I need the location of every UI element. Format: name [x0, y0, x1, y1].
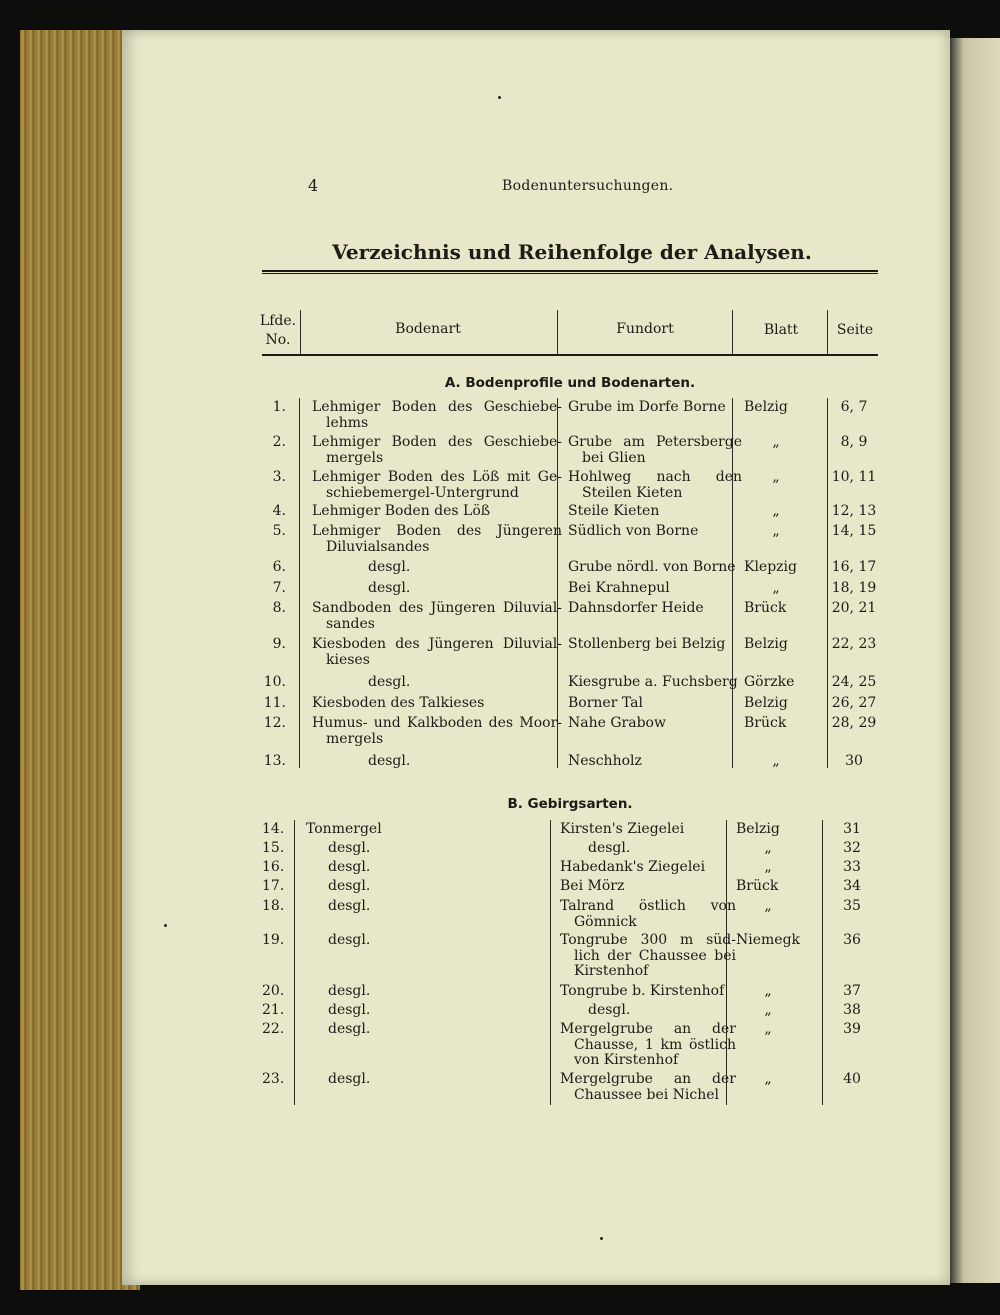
page	[122, 30, 950, 1285]
cell-bodenart: desgl.	[328, 898, 371, 914]
cell-fundort: Dahnsdorfer Heide	[568, 600, 704, 616]
cell-fundort: Habedank's Ziegelei	[560, 859, 706, 875]
cell-fundort: Grube am Petersberge bei Glien	[568, 434, 742, 466]
cell-fundort: Neschholz	[568, 753, 642, 769]
cell-blatt: Klepzig	[744, 559, 797, 575]
cell-bodenart: Lehmiger Boden des Löß	[312, 503, 491, 519]
cell-blatt: „	[764, 1002, 772, 1018]
cell-seite: 24, 25	[831, 674, 877, 690]
cell-seite: 30	[845, 753, 863, 769]
cell-seite: 12, 13	[831, 503, 877, 519]
cell-blatt: Brück	[736, 878, 779, 894]
paper-speck	[498, 96, 501, 99]
cell-number: 17.	[262, 878, 285, 894]
table-top-rule	[262, 270, 878, 274]
header-divider	[827, 310, 828, 354]
cell-seite: 6, 7	[840, 399, 868, 415]
cell-number: 15.	[262, 840, 285, 856]
cell-seite: 16, 17	[831, 559, 877, 575]
cell-bodenart: Lehmiger Boden des Löß mit Ge-schiebemergel-Untergrund	[312, 469, 562, 501]
cell-number: 23.	[262, 1071, 285, 1087]
cell-blatt: „	[764, 983, 772, 999]
cell-fundort: Grube im Dorfe Borne	[568, 399, 726, 415]
cell-seite: 31	[843, 821, 861, 837]
cell-fundort: Borner Tal	[568, 695, 643, 711]
next-page-edge	[950, 38, 1000, 1283]
cell-number: 2.	[272, 434, 286, 450]
cell-number: 5.	[272, 523, 286, 539]
header-divider	[300, 310, 301, 354]
cell-bodenart: desgl.	[328, 1071, 371, 1087]
cell-bodenart: Lehmiger Boden des Geschiebe-lehms	[312, 399, 562, 431]
cell-bodenart: desgl.	[328, 1021, 371, 1037]
cell-seite: 39	[843, 1021, 861, 1037]
cell-number: 18.	[262, 898, 285, 914]
cell-seite: 22, 23	[831, 636, 877, 652]
cell-bodenart: Lehmiger Boden des Geschiebe-mergels	[312, 434, 562, 466]
cell-bodenart: desgl.	[328, 932, 371, 948]
cell-blatt: „	[764, 1021, 772, 1037]
cell-number: 7.	[272, 580, 286, 596]
section-a-heading: A. Bodenprofile und Bodenarten.	[444, 375, 696, 391]
cell-seite: 26, 27	[831, 695, 877, 711]
cell-bodenart: desgl.	[368, 559, 411, 575]
running-title: Bodenuntersuchungen.	[502, 178, 674, 194]
cell-number: 1.	[272, 399, 286, 415]
cell-fundort: desgl.	[588, 840, 631, 856]
cell-bodenart: desgl.	[368, 753, 411, 769]
cell-blatt: „	[764, 1071, 772, 1087]
cell-number: 9.	[272, 636, 286, 652]
main-title: Verzeichnis und Reihenfolge der Analysen.	[332, 240, 812, 264]
cell-bodenart: Humus- und Kalkboden des Moor-mergels	[312, 715, 562, 747]
cell-bodenart: desgl.	[328, 840, 371, 856]
cell-bodenart: Sandboden des Jüngeren Diluvial-sandes	[312, 600, 562, 632]
paper-speck	[164, 924, 167, 927]
cell-bodenart: Kiesboden des Talkieses	[312, 695, 485, 711]
cell-blatt: „	[772, 580, 780, 596]
cell-blatt: Belzig	[744, 399, 788, 415]
col-lfde-header	[258, 312, 298, 350]
cell-seite: 20, 21	[831, 600, 877, 616]
running-head	[122, 176, 950, 196]
col-lfde-line1: Lfde.	[259, 313, 297, 329]
section-b-divider	[550, 820, 551, 1105]
section-b-divider	[822, 820, 823, 1105]
cell-number: 6.	[272, 559, 286, 575]
cell-fundort: Südlich von Borne	[568, 523, 699, 539]
cell-number: 13.	[263, 753, 286, 769]
cell-bodenart: Kiesboden des Jüngeren Diluvial-kieses	[312, 636, 562, 668]
section-b-heading: B. Gebirgsarten.	[507, 796, 633, 812]
cell-fundort: Hohlweg nach den Steilen Kieten	[568, 469, 742, 501]
cell-number: 22.	[262, 1021, 285, 1037]
cell-fundort: Bei Mörz	[560, 878, 625, 894]
cell-fundort: Mergelgrube an der Chausse, 1 km östlich von Kirstenhof	[560, 1021, 736, 1068]
cell-seite: 18, 19	[831, 580, 877, 596]
cell-seite: 14, 15	[831, 523, 877, 539]
col-bodenart-header: Bodenart	[395, 321, 461, 337]
cell-seite: 36	[843, 932, 861, 948]
cell-blatt: „	[772, 753, 780, 769]
cell-blatt: Belzig	[744, 695, 788, 711]
cell-blatt: „	[764, 840, 772, 856]
cell-fundort: Kiesgrube a. Fuchsberg	[568, 674, 738, 690]
cell-blatt: Belzig	[736, 821, 780, 837]
cell-fundort: Nahe Grabow	[568, 715, 666, 731]
section-a-divider	[299, 398, 300, 768]
analysis-table	[259, 270, 878, 1110]
cell-number: 4.	[272, 503, 286, 519]
cell-seite: 38	[843, 1002, 861, 1018]
cell-seite: 40	[843, 1071, 861, 1087]
cell-blatt: Belzig	[744, 636, 788, 652]
cell-seite: 33	[843, 859, 861, 875]
cell-fundort: Tongrube 300 m süd-lich der Chaussee bei Kirstenhof	[560, 932, 736, 979]
cell-fundort: Tongrube b. Kirstenhof	[560, 983, 725, 999]
cell-number: 14.	[262, 821, 285, 837]
cell-number: 16.	[262, 859, 285, 875]
cell-fundort: Grube nördl. von Borne	[568, 559, 736, 575]
cell-bodenart: desgl.	[368, 674, 411, 690]
header-divider	[732, 310, 733, 354]
cell-bodenart: Tonmergel	[306, 821, 382, 837]
cell-bodenart: desgl.	[368, 580, 411, 596]
cell-number: 8.	[272, 600, 286, 616]
cell-bodenart: desgl.	[328, 983, 371, 999]
cell-fundort: desgl.	[588, 1002, 631, 1018]
page-number: 4	[308, 176, 319, 195]
cell-fundort: Kirsten's Ziegelei	[560, 821, 685, 837]
cell-bodenart: desgl.	[328, 859, 371, 875]
cell-blatt: Brück	[744, 600, 787, 616]
cell-number: 3.	[272, 469, 286, 485]
cell-blatt: „	[772, 469, 780, 485]
cell-blatt: „	[764, 859, 772, 875]
cell-blatt: Niemegk	[736, 932, 801, 948]
cell-blatt: Görzke	[744, 674, 795, 690]
cell-fundort: Mergelgrube an der Chaussee bei Nichel	[560, 1071, 736, 1103]
paper-speck	[600, 1237, 603, 1240]
cell-bodenart: Lehmiger Boden des Jüngeren Diluvialsandes	[312, 523, 562, 555]
cell-seite: 34	[843, 878, 861, 894]
header-divider	[557, 310, 558, 354]
cell-number: 19.	[262, 932, 285, 948]
cell-seite: 8, 9	[840, 434, 868, 450]
col-seite-header: Seite	[836, 322, 874, 338]
cell-number: 11.	[263, 695, 286, 711]
cell-seite: 28, 29	[831, 715, 877, 731]
cell-seite: 37	[843, 983, 861, 999]
cell-fundort: Bei Krahnepul	[568, 580, 670, 596]
col-blatt-header: Blatt	[763, 322, 799, 338]
cell-seite: 35	[843, 898, 861, 914]
cell-blatt: „	[772, 503, 780, 519]
cell-bodenart: desgl.	[328, 1002, 371, 1018]
cell-fundort: Steile Kieten	[568, 503, 660, 519]
cell-bodenart: desgl.	[328, 878, 371, 894]
cell-number: 12.	[263, 715, 286, 731]
cell-blatt: „	[772, 434, 780, 450]
cell-number: 20.	[262, 983, 285, 999]
cell-seite: 10, 11	[831, 469, 877, 485]
col-lfde-line2: No.	[265, 332, 291, 348]
col-fundort-header: Fundort	[616, 321, 674, 337]
section-b-divider	[294, 820, 295, 1105]
cell-number: 21.	[262, 1002, 285, 1018]
cell-fundort: Stollenberg bei Belzig	[568, 636, 726, 652]
cell-seite: 32	[843, 840, 861, 856]
header-bottom-rule	[262, 354, 878, 356]
cell-fundort: Talrand östlich von Gömnick	[560, 898, 736, 930]
cell-blatt: Brück	[744, 715, 787, 731]
cell-number: 10.	[263, 674, 286, 690]
cell-blatt: „	[772, 523, 780, 539]
cell-blatt: „	[764, 898, 772, 914]
section-a-divider	[827, 398, 828, 768]
